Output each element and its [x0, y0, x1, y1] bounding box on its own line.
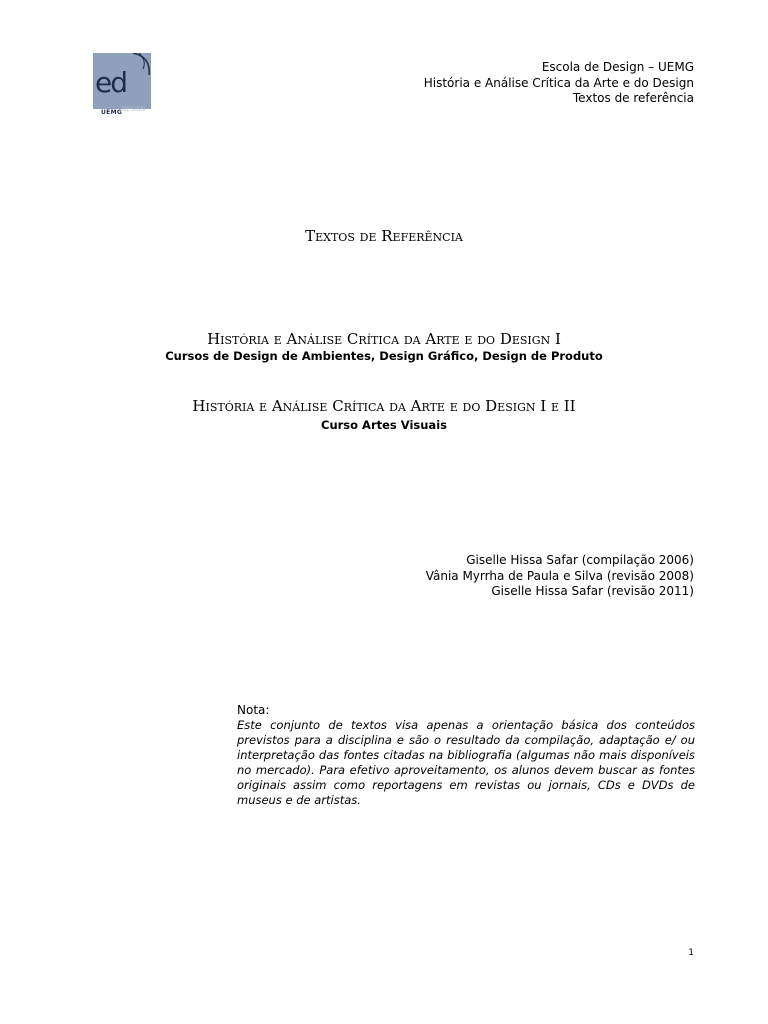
section1-subtitle: Cursos de Design de Ambientes, Design Gráfico, Design de Produto — [165, 349, 603, 363]
logo-text: ed — [95, 66, 126, 99]
authors-block — [426, 553, 694, 600]
section2-title: História e Análise Crítica da Arte e do Design I e II — [192, 397, 576, 415]
header-line: Escola de Design – UEMG — [541, 60, 694, 74]
note-label: Nota: — [237, 703, 270, 717]
page-number: 1 — [688, 948, 694, 958]
section1-title: História e Análise Crítica da Arte e do Design I — [207, 330, 561, 348]
page-header — [424, 60, 694, 107]
section2-subtitle: Curso Artes Visuais — [321, 418, 447, 432]
author-line: Giselle Hissa Safar (compilação 2006) — [466, 553, 694, 567]
logo-org: UEMG — [101, 109, 123, 116]
logo-mark — [93, 53, 151, 109]
note-text: Este conjunto de textos visa apenas a orientação básica dos conteúdos previstos para a disciplina e são o resultado da compilação, adaptação e/ ou interpretação das fontes citadas na bibliografia (algumas não mais disponíveis no mercado). Para efetivo aproveitamento, os alunos devem buscar as fontes originais assim como reportagens em revistas ou jornais, CDs e DVDs de museus e de artistas. — [237, 718, 695, 807]
logo-tagline: DESIGN — [122, 106, 146, 113]
author-line: Vânia Myrrha de Paula e Silva (revisão 2008) — [425, 568, 694, 583]
author-line: Giselle Hissa Safar (revisão 2011) — [491, 584, 694, 598]
note-block — [237, 703, 695, 808]
header-line: Textos de referência — [572, 91, 694, 105]
header-line: História e Análise Crítica da Arte e do Design — [423, 75, 694, 90]
document-title: Textos de Referência — [305, 227, 463, 245]
